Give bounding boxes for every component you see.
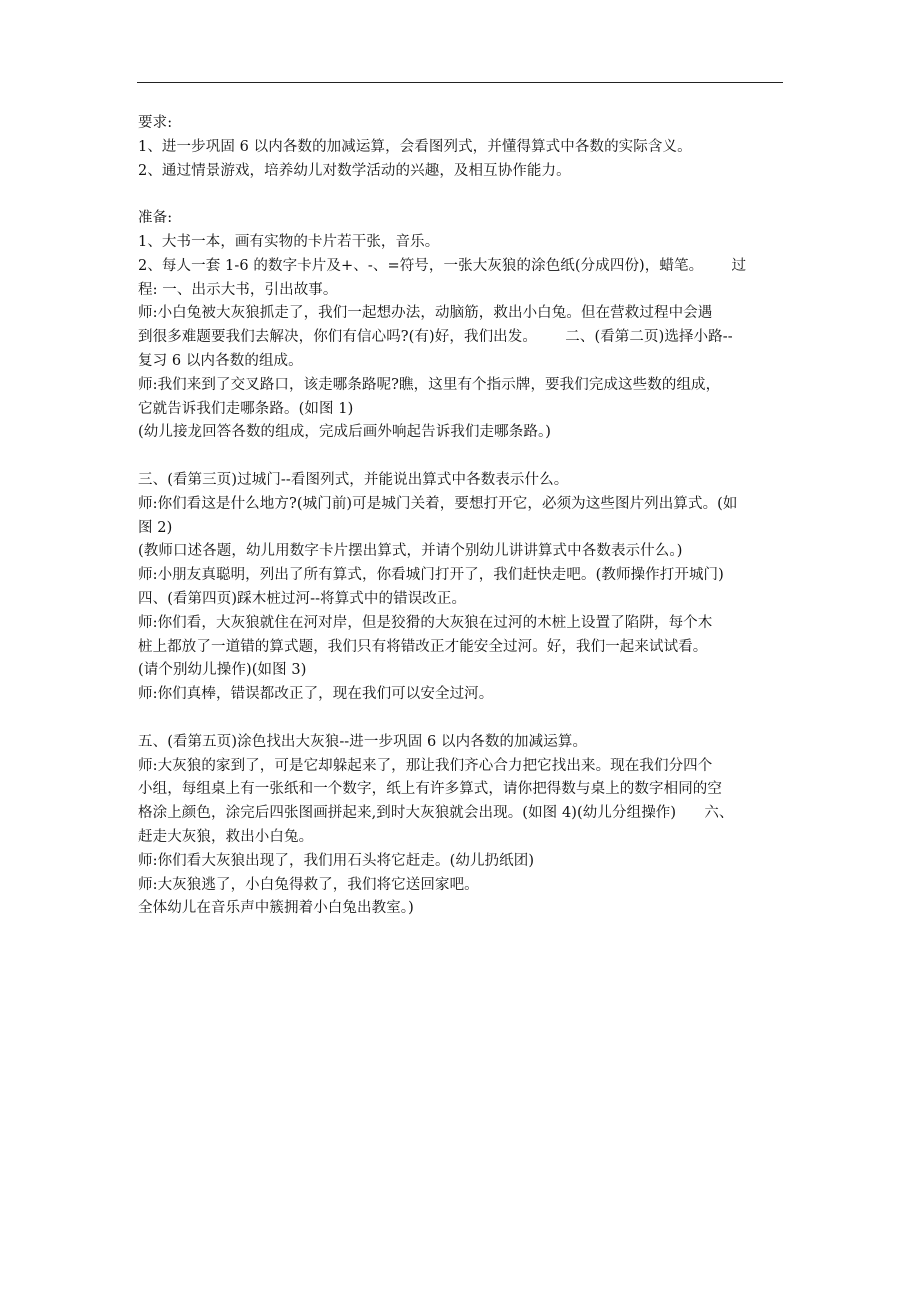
text-line: 2、每人一套 1-6 的数字卡片及+、-、=符号，一张大灰狼的涂色纸(分成四份)，蜡笔。 过: [138, 257, 747, 274]
blank-line: [138, 445, 786, 469]
text-line: 师:你们看这是什么地方?(城门前)可是城门关着，要想打开它，必须为这些图片列出算式。(如: [138, 495, 738, 512]
text-line: 2、通过情景游戏，培养幼儿对数学活动的兴趣，及相互协作能力。: [138, 162, 571, 179]
text-line: (幼儿接龙回答各数的组成，完成后画外响起告诉我们走哪条路。): [138, 424, 552, 441]
text-line: 师:大灰狼逃了，小白兔得救了，我们将它送回家吧。: [138, 876, 479, 893]
text-line: 程: 一、出示大书，引出故事。: [138, 281, 338, 298]
section-heading-preparation: 准备:: [138, 210, 173, 227]
text-line: (请个别幼儿操作)(如图 3): [138, 662, 307, 679]
text-line: 师:小朋友真聪明，列出了所有算式，你看城门打开了，我们赶快走吧。(教师操作打开城门): [138, 567, 724, 584]
text-line: 到很多难题要我们去解决，你们有信心吗?(有)好，我们出发。 二、(看第二页)选择小路--: [138, 329, 733, 346]
text-line: 图 2): [138, 519, 173, 536]
header-rule: [137, 82, 783, 83]
text-line: 它就告诉我们走哪条路。(如图 1): [138, 400, 354, 417]
text-line: 师:你们看大灰狼出现了，我们用石头将它赶走。(幼儿扔纸团): [138, 852, 535, 869]
section-heading-requirements: 要求:: [138, 115, 173, 131]
text-line: 1、进一步巩固 6 以内各数的加减运算，会看图列式，并懂得算式中各数的实际含义。: [138, 138, 692, 155]
text-line: 桩上都放了一道错的算式题，我们只有将错改正才能安全过河。好，我们一起来试试看。: [138, 638, 708, 655]
text-line: 师:你们看，大灰狼就住在河对岸，但是狡猾的大灰狼在过河的木桩上设置了陷阱，每个木: [138, 614, 713, 631]
document-body: [138, 112, 786, 921]
text-line: 1、大书一本，画有实物的卡片若干张，音乐。: [138, 233, 440, 250]
section-heading-step-three: 三、(看第三页)过城门--看图列式，并能说出算式中各数表示什么。: [138, 471, 569, 488]
text-line: 小组，每组桌上有一张纸和一个数字，纸上有许多算式，请你把得数与桌上的数字相同的空: [138, 781, 722, 798]
text-line: (教师口述各题，幼儿用数字卡片摆出算式，并请个别幼儿讲讲算式中各数表示什么。): [138, 543, 683, 560]
text-line: 师:你们真棒，错误都改正了，现在我们可以安全过河。: [138, 686, 494, 703]
text-line: 全体幼儿在音乐声中簇拥着小白兔出教室。): [138, 900, 414, 917]
blank-line: [138, 707, 786, 731]
text-line: 师:我们来到了交叉路口，该走哪条路呢?瞧，这里有个指示牌，要我们完成这些数的组成，: [138, 376, 721, 393]
text-line: 赶走大灰狼，救出小白兔。: [138, 828, 314, 845]
text-line: 格涂上颜色，涂完后四张图画拼起来,到时大灰狼就会出现。(如图 4)(幼儿分组操作) 六、: [138, 805, 734, 822]
text-line: 师:大灰狼的家到了，可是它却躲起来了，那让我们齐心合力把它找出来。现在我们分四个: [138, 757, 713, 774]
text-line: 师:小白兔被大灰狼抓走了，我们一起想办法，动脑筋，救出小白兔。但在营救过程中会遇: [138, 305, 713, 322]
section-heading-step-four: 四、(看第四页)踩木桩过河--将算式中的错误改正。: [138, 590, 467, 607]
text-line: 复习 6 以内各数的组成。: [138, 352, 303, 369]
blank-line: [138, 183, 786, 207]
section-heading-step-five: 五、(看第五页)涂色找出大灰狼--进一步巩固 6 以内各数的加减运算。: [138, 733, 588, 750]
